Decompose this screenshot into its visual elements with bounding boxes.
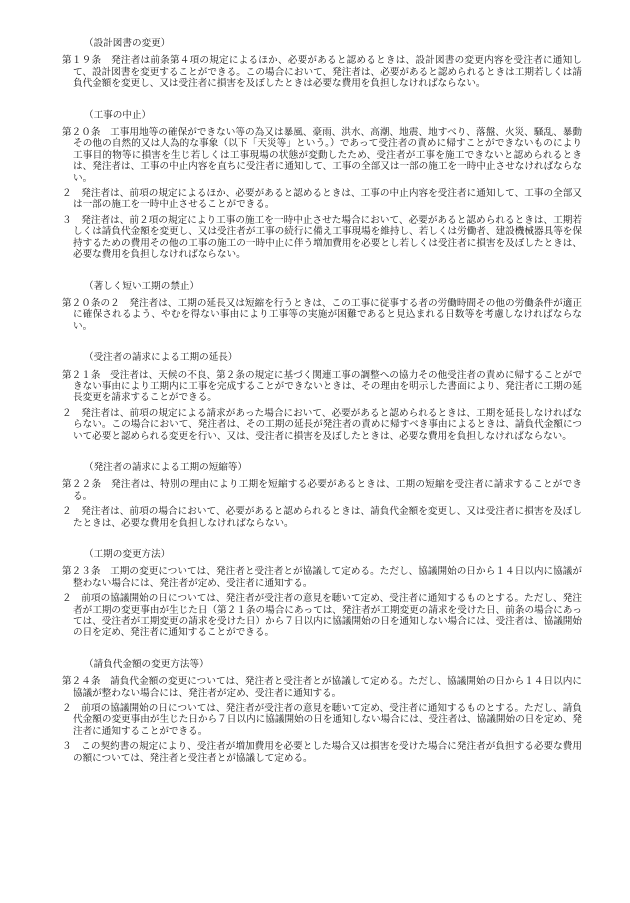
article-24-paragraph-2: ２ 前項の協議開始の日については、発注者が受注者の意見を聴いて定め、受注者に通知するものとする。ただし、請負代金額の変更事由が生じた日から７日以内に協議開始の日を通知しない場合には、受注者は、協議開始の日を定め、発注者に通知することができる。 (62, 703, 582, 737)
section-heading: （発注者の請求による工期の短縮等） (84, 461, 248, 473)
section-shortening-by-client (62, 462, 582, 529)
article-23: 第２３条 工期の変更については、発注者と受注者とが協議して定める。ただし、協議開始の日から１４日以内に協議が整わない場合には、発注者が定め、受注者に通知する。 (62, 566, 582, 589)
article-22-paragraph-2: ２ 発注者は、前項の場合において、必要があると認められるときは、請負代金額を変更し、又は受注者に損害を及ぼしたときは、必要な費用を負担しなければならない。 (62, 506, 582, 529)
section-short-period-prohibition (62, 281, 582, 333)
section-heading: （著しく短い工期の禁止） (84, 280, 200, 292)
contract-document (62, 38, 582, 768)
section-heading: （受注者の請求による工期の延長） (84, 352, 238, 364)
article-20-paragraph-2: ２ 発注者は、前項の規定によるほか、必要があると認めるときは、工事の中止内容を受注者に通知して、工事の全部又は一部の施工を一時中止させることができる。 (62, 188, 582, 211)
article-23-paragraph-2: ２ 前項の協議開始の日については、発注者が受注者の意見を聴いて定め、受注者に通知するものとする。ただし、発注者が工期の変更事由が生じた日（第２１条の場合にあっては、発注者が工期変更の請求を受けた日、前条の場合にあっては、受注者が工期変更の請求を受けた日）から７日以内に協議開始の日を通知しない場合には、受注者は、協議開始の日を定め、発注者に通知することができる。 (62, 593, 582, 639)
section-design-change (62, 38, 582, 90)
section-heading: （請負代金額の変更方法等） (84, 658, 209, 670)
section-suspension (62, 110, 582, 261)
section-heading: （工期の変更方法） (84, 549, 171, 560)
article-24: 第２４条 請負代金額の変更については、発注者と受注者とが協議して定める。ただし、協議開始の日から１４日以内に協議が整わない場合には、発注者が定め、受注者に通知する。 (62, 676, 582, 699)
article-22: 第２２条 発注者は、特別の理由により工期を短縮する必要があるときは、工期の短縮を受注者に請求することができる。 (62, 479, 582, 502)
article-20: 第２０条 工事用地等の確保ができない等の為又は暴風、豪雨、洪水、高潮、地震、地すべり、落盤、火災、騒乱、暴動その他の自然的又は人為的な事象（以下「天災等」という。）であって受注者の責めに帰すことができないものにより工事目的物等に損害を生じ若しくは工事現場の状態が変動したため、受注者が工事を施工できないと認められるときは、発注者は、工事の中止内容を直ちに受注者に通知して、工事の全部又は一部の施工を一時中止させなければならない。 (62, 127, 582, 184)
section-price-change-method (62, 659, 582, 764)
article-21: 第２１条 受注者は、天候の不良、第２条の規定に基づく関連工事の調整への協力その他受注者の責めに帰することができない事由により工期内に工事を完成することができないときは、その理由を明示した書面により、発注者に工期の延長変更を請求することができる。 (62, 369, 582, 404)
section-period-change-method (62, 549, 582, 639)
article-20-2: 第２０条の２ 発注者は、工期の延長又は短縮を行うときは、この工事に従事する者の労働時間その他の労働条件が適正に確保されるよう、やむを得ない事由により工事等の実施が困難であると見込まれる日数等を考慮しなければならない。 (62, 297, 582, 332)
section-heading: （設計図書の変更） (84, 38, 171, 49)
article-24-paragraph-3: ３ この契約書の規定により、受注者が増加費用を必要とした場合又は損害を受けた場合に発注者が負担する必要な費用の額については、発注者と受注者とが協議して定める。 (62, 741, 582, 764)
article-21-paragraph-2: ２ 発注者は、前項の規定による請求があった場合において、必要があると認められるときは、工期を延長しなければならない。この場合において、発注者は、その工期の延長が発注者の責めに帰すべき事由によるときは、請負代金額について必要と認められる変更を行い、又は、受注者に損害を及ぼしたときは、必要な費用を負担しなければならない。 (62, 407, 582, 442)
section-heading: （工事の中止） (84, 109, 152, 121)
section-extension-by-contractor (62, 352, 582, 442)
article-19: 第１９条 発注者は前条第４項の規定によるほか、必要があると認めるときは、設計図書の変更内容を受注者に通知して、設計図書を変更することができる。この場合において、発注者は、必要があると認められるときは工期若しくは請負代金額を変更し、又は受注者に損害を及ぼしたときは必要な費用を負担しなければならない。 (62, 55, 582, 90)
article-20-paragraph-3: ３ 発注者は、前２項の規定により工事の施工を一時中止させた場合において、必要があると認められるときは、工期若しくは請負代金額を変更し、又は受注者が工事の続行に備え工事現場を維持し、若しくは労働者、建設機械器具等を保持するための費用その他の工事の施工の一時中止に伴う増加費用を必要とし若しくは受注者に損害を及ぼしたときは、必要な費用を負担しなければならない。 (62, 214, 582, 261)
